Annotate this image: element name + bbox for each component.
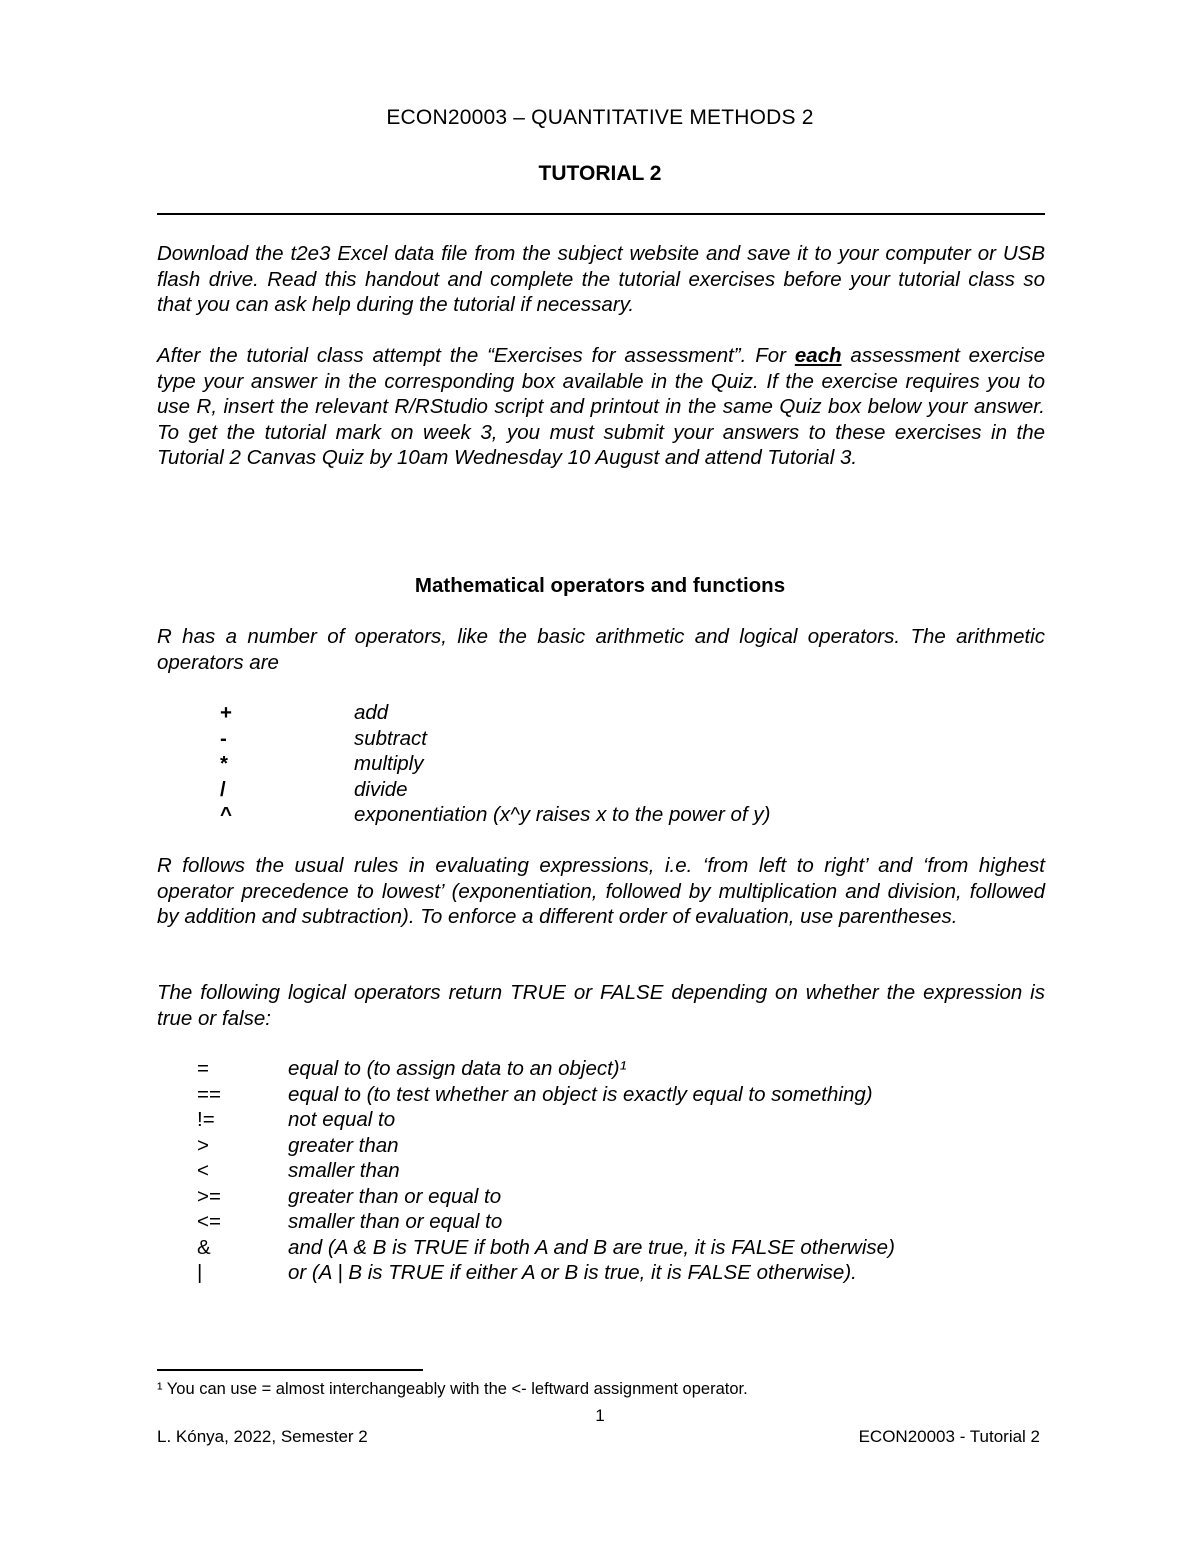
arithmetic-intro: R has a number of operators, like the basic arithmetic and logical operators. The arithmetic operators are xyxy=(157,625,1045,674)
page-number: 1 xyxy=(595,1406,605,1425)
tutorial-title: TUTORIAL 2 xyxy=(538,162,662,185)
operator-symbol: & xyxy=(197,1235,211,1259)
arithmetic-operators-table xyxy=(220,700,770,828)
section-title: Mathematical operators and functions xyxy=(414,574,786,597)
evaluation-rules-paragraph: R follows the usual rules in evaluating expressions, i.e. ‘from left to right’ and ‘from highest operator precedence to lowest’ (exponentiation, followed by multiplication and division, followed by addition and subtraction). To enforce a different order of evaluation, use parentheses. xyxy=(157,854,1045,928)
intro-paragraph-1: Download the t2e3 Excel data file from the subject website and save it to your computer or USB flash drive. Read this handout and complete the tutorial exercises before your tutorial class so that you can ask help during the tutorial if necessary. xyxy=(157,242,1045,316)
logic-row xyxy=(197,1260,895,1286)
intro-p2-after: assessment exercise type your answer in the corresponding box available in the Quiz. If the exercise requires you to use R, insert the relevant R/RStudio script and printout in the same Quiz box below your answer. To get the tutorial mark on week 3, you must submit your answers to these exercises in the Tutorial 2 Canvas Quiz by 10am Wednesday 10 August and attend Tutorial 3. xyxy=(157,344,1045,469)
intro-paragraph-2 xyxy=(157,343,1045,471)
operator-symbol: + xyxy=(220,701,232,724)
course-title: ECON20003 – QUANTITATIVE METHODS 2 xyxy=(386,106,814,129)
operator-symbol: * xyxy=(220,752,228,775)
operator-description: equal to (to assign data to an object)¹ xyxy=(288,1057,627,1080)
footnote-separator xyxy=(157,1369,423,1371)
arith-row xyxy=(220,751,770,777)
operator-symbol: <= xyxy=(197,1210,221,1233)
arith-row xyxy=(220,777,770,803)
logic-row xyxy=(197,1184,895,1210)
operator-symbol: == xyxy=(197,1082,221,1106)
header-rule xyxy=(157,213,1045,215)
operator-symbol: < xyxy=(197,1159,209,1182)
logical-operators-table xyxy=(197,1056,895,1286)
operator-symbol: != xyxy=(197,1108,215,1131)
operator-symbol: | xyxy=(197,1261,203,1284)
operator-description: equal to (to test whether an object is exactly equal to something) xyxy=(288,1082,873,1106)
intro-p2-emphasis: each xyxy=(794,344,842,367)
logic-row xyxy=(197,1158,895,1184)
operator-description: exponentiation (x^y raises x to the power of y) xyxy=(354,803,771,826)
operator-symbol: - xyxy=(220,726,227,750)
logic-row xyxy=(197,1056,895,1082)
arith-row xyxy=(220,802,770,828)
operator-symbol: ^ xyxy=(220,803,232,826)
logic-row xyxy=(197,1209,895,1235)
operator-description: subtract xyxy=(354,726,427,750)
operator-symbol: > xyxy=(197,1133,209,1157)
operator-symbol: / xyxy=(220,777,226,801)
operator-description: or (A | B is TRUE if either A or B is true, it is FALSE otherwise). xyxy=(288,1261,857,1284)
operator-description: and (A & B is TRUE if both A and B are true, it is FALSE otherwise) xyxy=(288,1235,895,1259)
operator-symbol: = xyxy=(197,1057,209,1080)
operator-description: not equal to xyxy=(288,1108,396,1131)
arith-row xyxy=(220,726,770,752)
operator-description: greater than or equal to xyxy=(288,1184,502,1208)
logic-row xyxy=(197,1082,895,1108)
logic-row xyxy=(197,1107,895,1133)
intro-p2-before: After the tutorial class attempt the “Exercises for assessment”. For xyxy=(157,344,795,367)
logic-row xyxy=(197,1133,895,1159)
arith-row xyxy=(220,700,770,726)
operator-symbol: >= xyxy=(197,1184,221,1208)
operator-description: multiply xyxy=(354,752,424,775)
operator-description: greater than xyxy=(288,1133,399,1157)
footer-author: L. Kónya, 2022, Semester 2 xyxy=(157,1427,368,1446)
footer-course: ECON20003 - Tutorial 2 xyxy=(858,1427,1040,1446)
footnote: ¹ You can use = almost interchangeably with the <- leftward assignment operator. xyxy=(157,1380,748,1398)
operator-description: smaller than xyxy=(288,1159,400,1182)
operator-description: divide xyxy=(354,777,408,801)
operator-description: add xyxy=(354,701,389,724)
logic-row xyxy=(197,1235,895,1261)
logical-intro: The following logical operators return TRUE or FALSE depending on whether the expression is true or false: xyxy=(157,981,1045,1030)
operator-description: smaller than or equal to xyxy=(288,1210,503,1233)
